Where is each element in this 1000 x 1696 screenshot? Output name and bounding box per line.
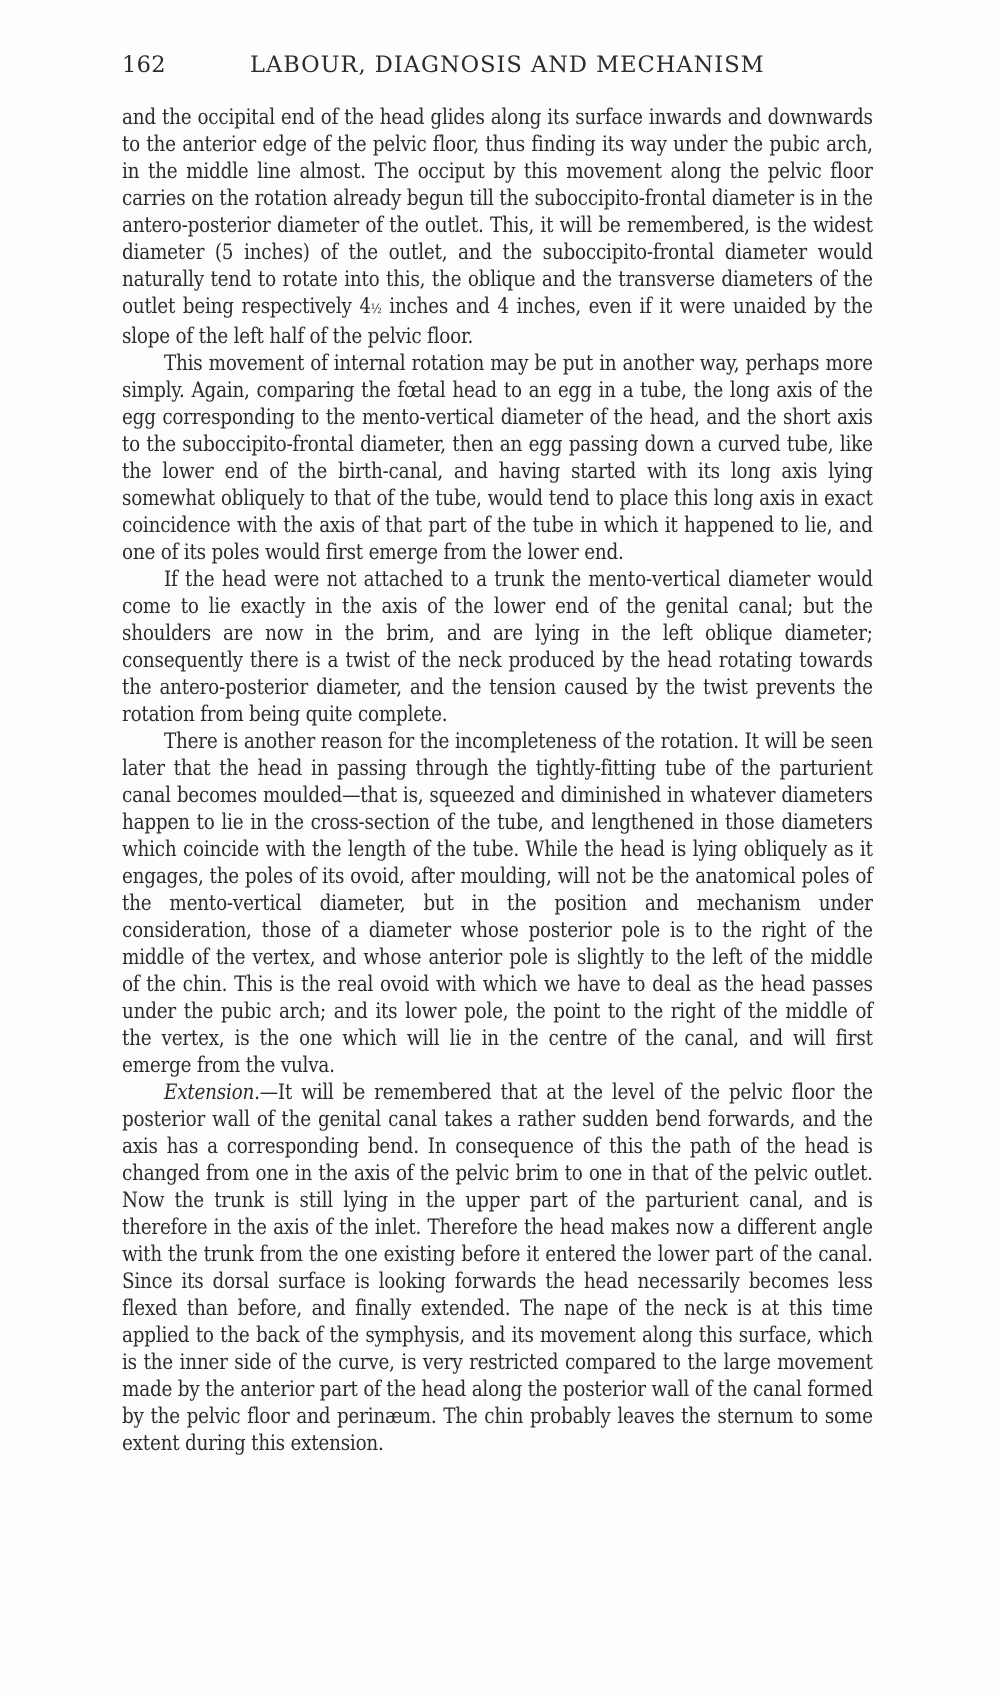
paragraph-text: —It will be remembered that at the level of the pelvic floor the posterior wall of the genital canal takes a rather sudden bend forwards, and the axis has a corresponding bend. In consequence of this the path of the head is changed from one in the axis of the pelvic brim to one in that of the pelvic outlet. Now the trunk is still lying in the upper part of the parturient canal, and is therefore in the axis of the inlet. Therefore the head makes now a different angle with the trunk from the one existing before it entered the lower part of the canal. Since its dorsal surface is looking forwards the head necessarily becomes less flexed than before, and finally extended. The nape of the neck is at this time applied to the back of the symphysis, and its movement along this surface, which is the inner side of the curve, is very restricted compared to the large movement made by the anterior part of the head along the posterior wall of the canal formed by the pelvic floor and perinæum. The chin probably leaves the sternum to some extent during this extension.: [122, 1080, 873, 1455]
page-number: 162: [122, 52, 166, 78]
body-text: [122, 104, 873, 1457]
paragraph-rotation-continued: [122, 104, 873, 350]
fraction-whole: 4: [359, 294, 371, 318]
paragraph-text: and the occipital end of the head glides along its surface inwards and downwards to the anterior edge of the pelvic floor, thus finding its way under the pubic arch, in the middle line almost. The occiput by this movement along the pelvic floor carries on the rotation already begun till the suboccipito-frontal diameter is in the antero-posterior diameter of the outlet. This, it will be remembered, is the widest diameter (5 inches) of the outlet, and the suboccipito-frontal diameter would naturally tend to rotate into this, the oblique and the transverse diameters of the outlet being respectively: [122, 105, 873, 318]
paragraph-text-after: inches and 4 inches, even if it were unaided by the slope of the left half of the pelvic floor.: [122, 294, 873, 348]
paragraph-incompleteness: There is another reason for the incompleteness of the rotation. It will be seen later that the head in passing through the tightly-fitting tube of the parturient canal becomes moulded—that is, squeezed and diminished in whatever diameters happen to lie in the cross-section of the tube, and lengthened in those diameters which coincide with the length of the tube. While the head is lying obliquely as it engages, the poles of its ovoid, after moulding, will not be the anatomical poles of the mento-vertical diameter, but in the position and mechanism under consideration, those of a diameter whose posterior pole is to the right of the middle of the vertex, and whose anterior pole is slightly to the left of the middle of the chin. This is the real ovoid with which we have to deal as the head passes under the pubic arch; and its lower pole, the point to the right of the middle of the vertex, is the one which will lie in the centre of the canal, and will first emerge from the vulva.: [122, 729, 873, 1077]
paragraph-head-attachment: If the head were not attached to a trunk the mento-vertical diameter would come to lie exactly in the axis of the lower end of the genital canal; but the shoulders are now in the brim, and are lying in the left oblique diameter; consequently there is a twist of the neck produced by the head rotating towards the antero-posterior diameter, and the tension caused by the twist prevents the rotation from being quite complete.: [122, 567, 873, 726]
fraction-half: ½: [370, 302, 382, 317]
running-title: LABOUR, DIAGNOSIS AND MECHANISM: [250, 52, 765, 78]
paragraph-extension: [122, 1079, 873, 1457]
running-head: [122, 52, 857, 84]
section-heading-extension: Extension.: [164, 1080, 260, 1104]
paragraph-internal-rotation: This movement of internal rotation may be put in another way, perhaps more simply. Again, comparing the fœtal head to an egg in a tube, the long axis of the egg corresponding to the mento-vertical diameter of the head, and the short axis to the suboccipito-frontal diameter, then an egg passing down a curved tube, like the lower end of the birth-canal, and having started with its long axis lying somewhat obliquely to that of the tube, would tend to place this long axis in exact coincidence with the axis of that part of the tube in which it happened to lie, and one of its poles would first emerge from the lower end.: [122, 351, 873, 564]
